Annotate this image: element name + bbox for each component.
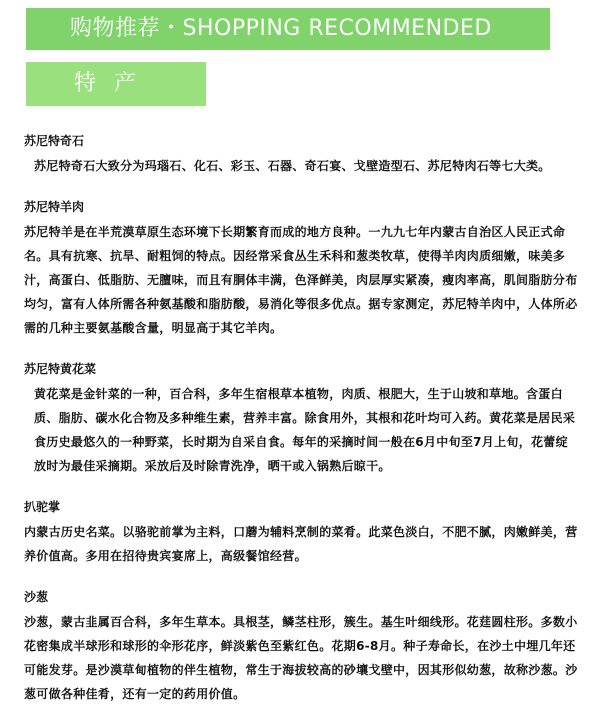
section-body: 内蒙古历史名菜。以骆驼前掌为主料，口蘑为辅料烹制的菜肴。此菜色淡白，不肥不腻，肉嫩鲜美，营养价值高。多用在招待贵宾宴席上，高级餐馆经营。 <box>24 525 578 563</box>
section-stones <box>24 132 580 178</box>
section-sand-onion <box>24 588 580 706</box>
section-body: 沙葱，蒙古韭属百合科，多年生草本。具根茎，鳞茎柱形，簇生。基生叶细线形。花莛圆柱形。多数小花密集成半球形和球形的伞形花序，鲜淡紫色至紫红色。花期6-8月。种子寿命长，在沙土中埋几年还可能发芽。是沙漠草甸植物的伴生植物，常生于海拔较高的砂壤戈壁中，因其形似幼葱，故称沙葱。沙葱可做各种佳肴，还有一定的药用价值。 <box>24 615 578 701</box>
category-banner <box>26 62 206 106</box>
section-title: 苏尼特羊肉 <box>24 200 85 214</box>
section-title: 苏尼特奇石 <box>24 134 85 148</box>
section-title: 沙葱 <box>24 590 49 604</box>
banner-title: 购物推荐・SHOPPING RECOMMENDED <box>70 16 492 41</box>
section-body: 黄花菜是金针菜的一种，百合科，多年生宿根草本植物，肉质、根肥大，生于山坡和草地。含蛋白质、脂肪、碳水化合物及多种维生素，营养丰富。除食用外，其根和花叶均可入药。黄花菜是居民采食历史最悠久的一种野菜，长时期为自采自食。每年的采摘时间一般在6月中旬至7月上旬，花蕾绽放时为最佳采摘期。采放后及时除青洗净，晒干或入锅熟后晾干。 <box>34 387 576 473</box>
category-title: 特产 <box>74 71 155 96</box>
section-camel-paw <box>24 498 580 568</box>
section-body: 苏尼特羊是在半荒漠草原生态环境下长期繁育而成的地方良种。一九九七年内蒙古自治区人民正式命名。具有抗寒、抗旱、耐粗饲的特点。因经常采食丛生禾科和葱类牧草，使得羊肉肉质细嫩，味美多汁，高蛋白、低脂肪、无膻味，而且有胴体丰满，色泽鲜美，肉层厚实紧凑，瘦肉率高，肌间脂肪分布均匀，富有人体所需各种氨基酸和脂肪酸，易消化等很多优点。据专家测定，苏尼特羊肉中，人体所必需的几种主要氨基酸含量，明显高于其它羊肉。 <box>24 225 578 335</box>
section-title: 扒驼掌 <box>24 500 61 514</box>
page-banner <box>26 8 550 50</box>
section-mutton <box>24 198 580 340</box>
section-body: 苏尼特奇石大致分为玛瑙石、化石、彩玉、石器、奇石宴、戈壁造型石、苏尼特肉石等七大类。 <box>34 159 551 173</box>
section-title: 苏尼特黄花菜 <box>24 362 97 376</box>
article-content <box>24 132 580 726</box>
section-daylily <box>24 360 580 478</box>
